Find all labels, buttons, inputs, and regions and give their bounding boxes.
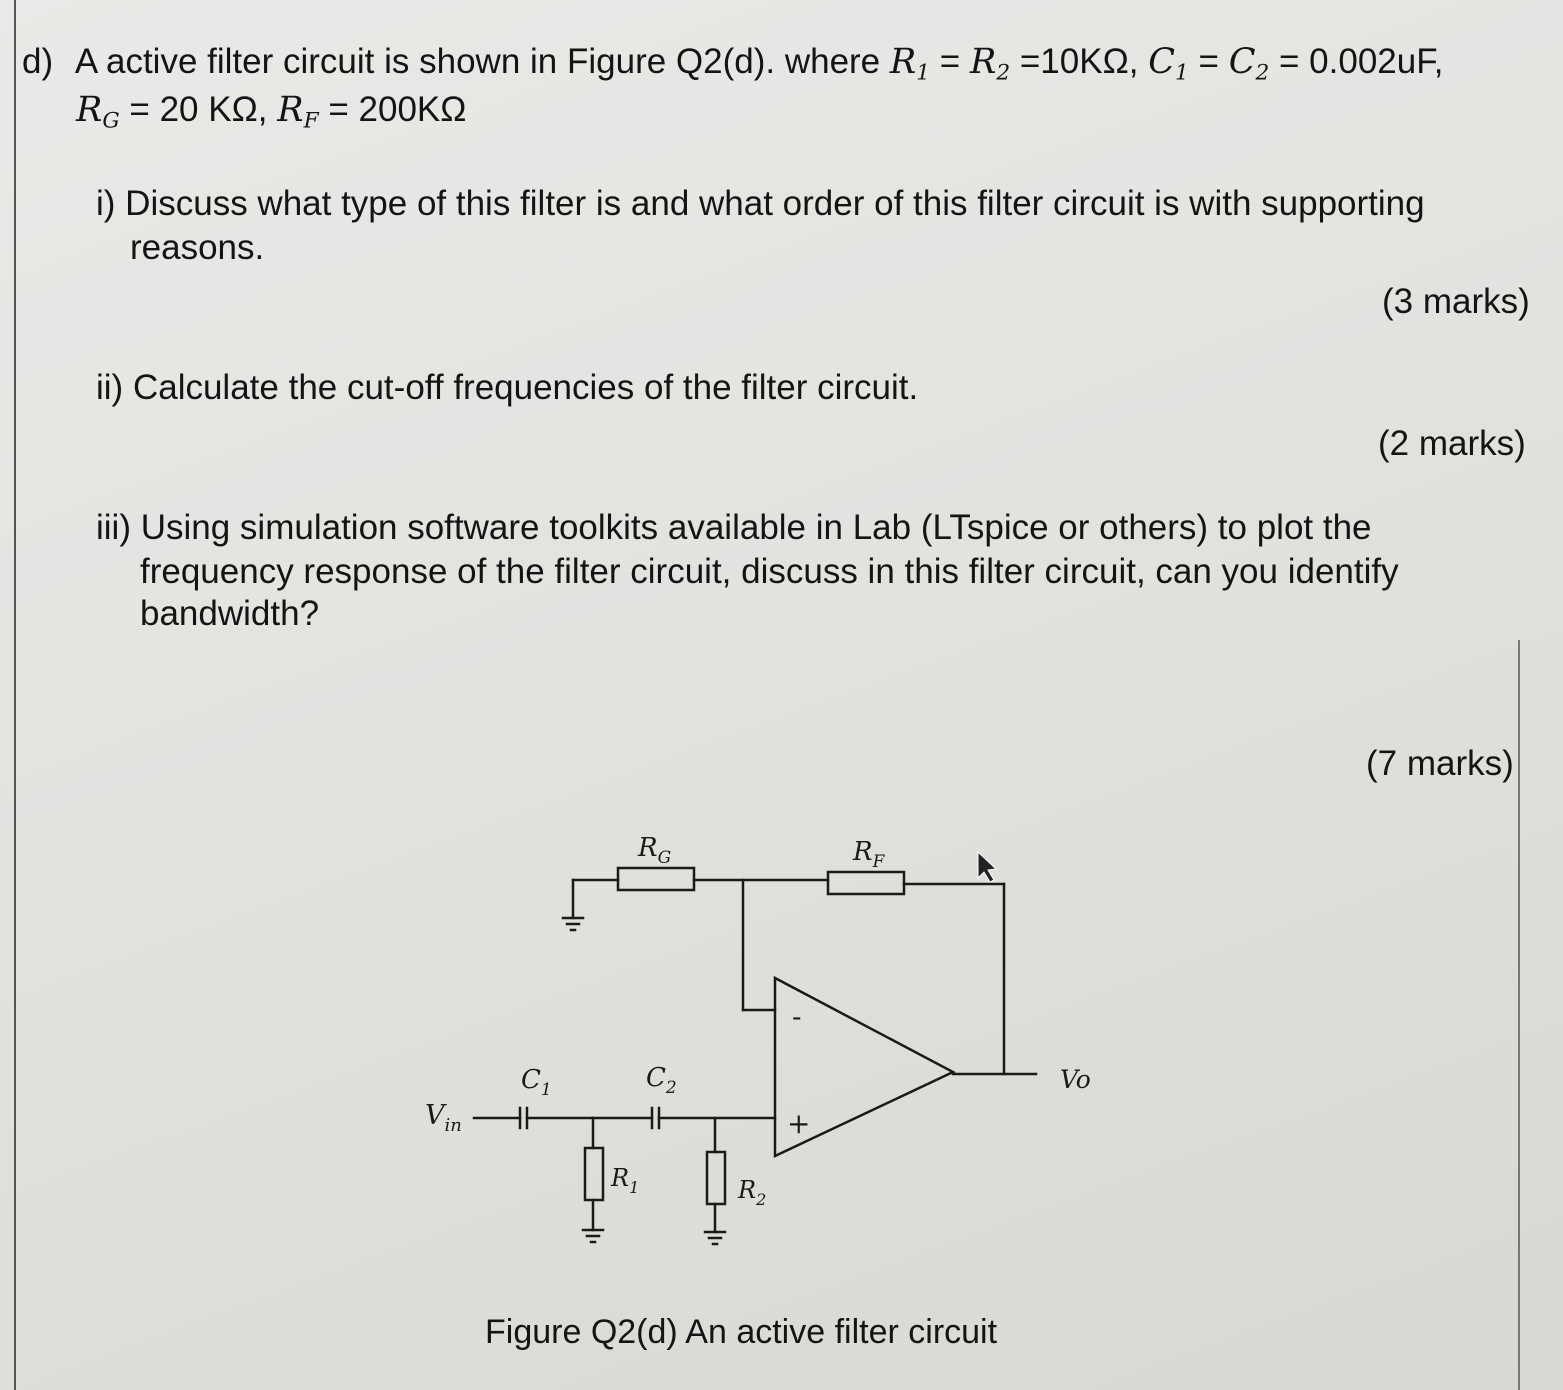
question-line-2: $R_G = 20$ KΩ, $R_F = 200K\Omega$ [76,90,467,134]
c2-label: $C_2$ [646,1063,677,1098]
part-iii-line-2: frequency response of the filter circuit, discuss in this filter circuit, can you identify [140,552,1399,591]
vo-label: Vo [1060,1065,1091,1094]
rg-label: $R_G$ [638,833,672,868]
vin-label: $V_{in}$ [425,1100,462,1136]
param-c2: $C_2$ [1228,42,1270,86]
r1-label: $R_1$ [611,1164,640,1197]
question-line-1: d) A active filter circuit is shown in Figure Q2(d). where $R_1 = R_2 =10K\Omega$, $C_1 = C_2 = 0.002uF$, [22,42,1444,86]
opamp-minus: - [792,1000,802,1033]
r1-body [585,1148,603,1200]
param-rf-value: 200KΩ [358,90,467,129]
rf-label: $R_F$ [853,837,885,872]
part-iii-label: iii) [96,508,131,547]
param-rf: $R_F$ [277,90,319,134]
part-i-label: i) [96,184,116,223]
part-i-text: Discuss what type of this filter is and what order of this filter circuit is with supporting [125,184,1425,223]
param-r-value: 10KΩ [1040,42,1129,81]
r2-label: $R_2$ [738,1176,767,1209]
param-c-value: 0.002uF [1309,42,1434,81]
param-rg-value: 20 KΩ [159,90,258,129]
part-ii-marks: (2 marks) [1378,424,1526,463]
c1-label: $C_1$ [521,1065,552,1100]
param-r1: $R_1$ [889,42,931,86]
part-iii-marks: (7 marks) [1366,744,1514,783]
rf-body [828,872,904,894]
part-ii-text: Calculate the cut-off frequencies of the filter circuit. [132,368,919,407]
figure-caption: Figure Q2(d) An active filter circuit [485,1313,998,1351]
rg-body [618,868,694,890]
question-intro: A active filter circuit is shown in Figure Q2(d). where [74,42,881,81]
opamp-plus: + [787,1107,811,1140]
part-i-line-2: reasons. [130,228,265,267]
question-label: d) [22,42,54,81]
part-iii-text: Using simulation software toolkits available in Lab (LTspice or others) to plot the [140,508,1372,547]
param-rg: $R_G$ [76,90,120,134]
param-r2: $R_2$ [969,42,1011,86]
mouse-cursor-icon [978,852,996,882]
r2-body [707,1152,725,1204]
part-i-marks: (3 marks) [1382,282,1530,321]
param-c1: $C_1$ [1148,42,1189,86]
part-ii-label: ii) [96,368,124,407]
part-iii-line-3: bandwidth? [140,594,320,633]
